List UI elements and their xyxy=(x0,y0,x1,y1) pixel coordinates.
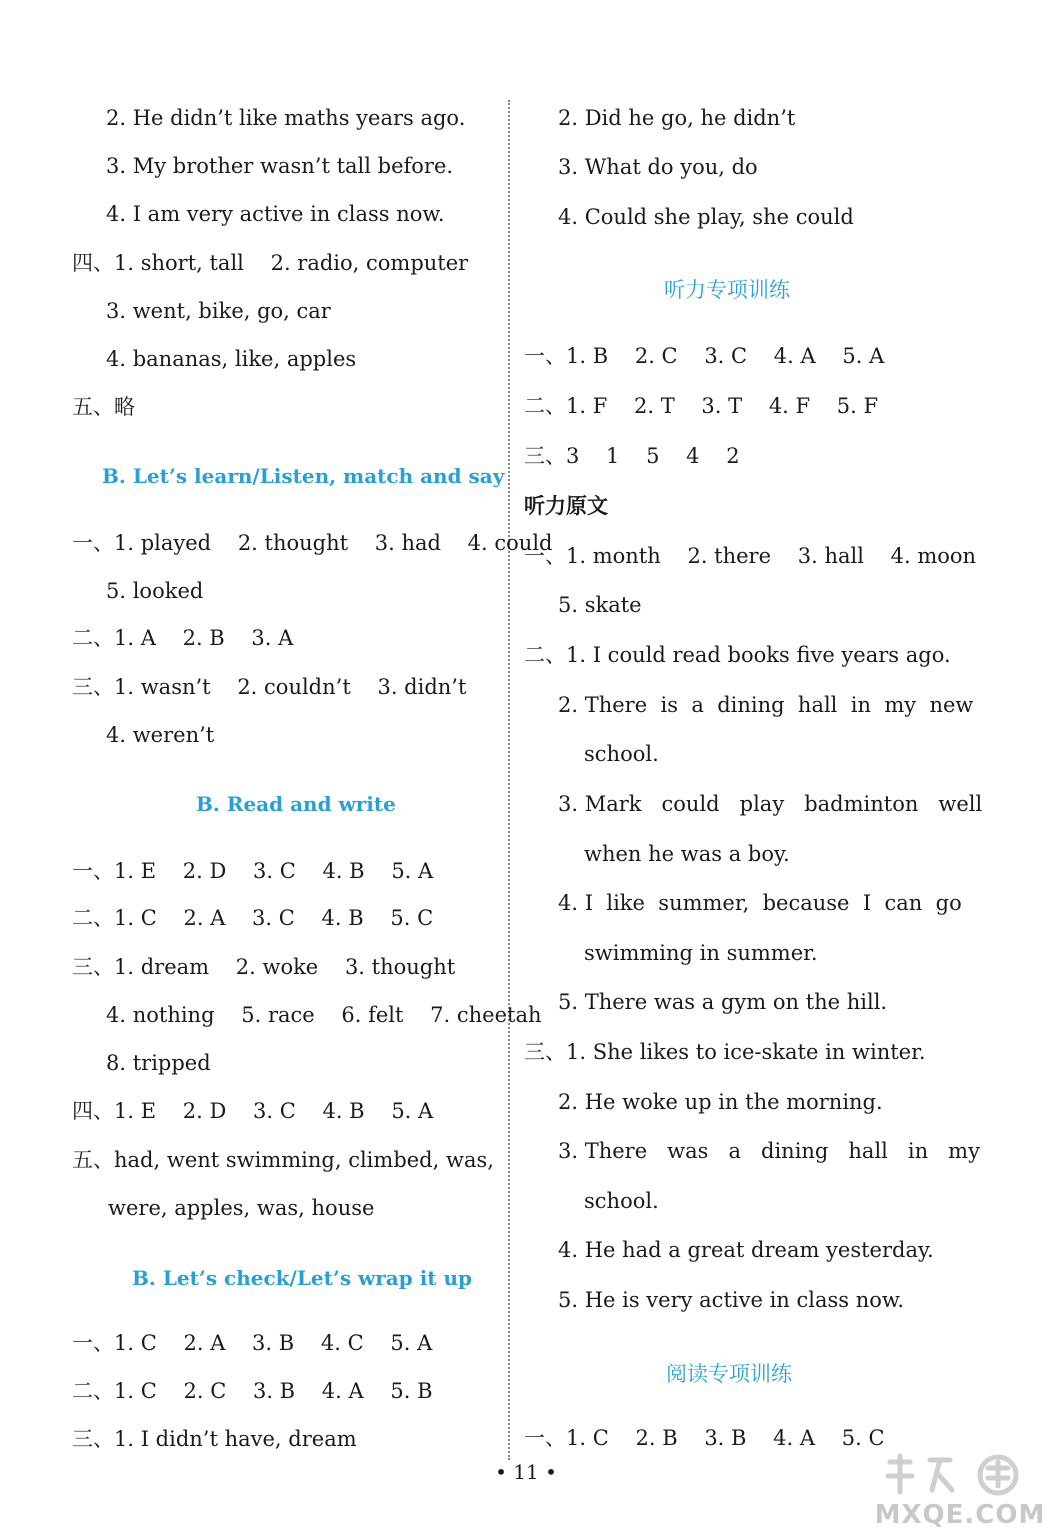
answer-line: 2. He woke up in the morning. xyxy=(558,1090,883,1114)
section-heading-b-read: B. Read and write xyxy=(196,792,396,816)
answer-line: 2. He didn’t like maths years ago. xyxy=(106,106,466,130)
section-heading-reading: 阅读专项训练 xyxy=(666,1362,792,1386)
answer-line: 三、1. wasn’t 2. couldn’t 3. didn’t xyxy=(72,675,467,699)
answer-line: 二、1. C 2. C 3. B 4. A 5. B xyxy=(72,1379,433,1403)
answer-line: 4. I like summer, because I can go xyxy=(558,891,962,915)
answer-line: 三、1. dream 2. woke 3. thought xyxy=(72,955,456,979)
answer-line: 5. skate xyxy=(558,593,642,617)
answer-line: 3. My brother wasn’t tall before. xyxy=(106,154,454,178)
page-number: • 11 • xyxy=(495,1460,557,1484)
answer-line: 5. He is very active in class now. xyxy=(558,1288,905,1312)
answer-line: 五、略 xyxy=(72,395,135,419)
answer-line: 4. Could she play, she could xyxy=(558,205,854,229)
answer-line: 3. Mark could play badminton well xyxy=(558,792,983,816)
answer-line: 3. What do you, do xyxy=(558,155,758,179)
section-heading-listening: 听力专项训练 xyxy=(664,278,790,302)
answer-line: 三、3 1 5 4 2 xyxy=(524,444,740,468)
answer-line: 一、1. C 2. B 3. B 4. A 5. C xyxy=(524,1426,885,1450)
answer-line: when he was a boy. xyxy=(584,842,790,866)
answer-line: 4. I am very active in class now. xyxy=(106,202,445,226)
answer-line: school. xyxy=(584,1189,659,1213)
answer-line: 一、1. played 2. thought 3. had 4. could xyxy=(72,531,553,555)
answer-line: 二、1. A 2. B 3. A xyxy=(72,626,294,650)
watermark-text: MXQE.COM xyxy=(874,1500,1046,1530)
answer-line: 三、1. I didn’t have, dream xyxy=(72,1427,357,1451)
answer-line: 4. weren’t xyxy=(106,723,215,747)
answer-line: 5. looked xyxy=(106,579,204,603)
answer-line: 4. He had a great dream yesterday. xyxy=(558,1238,934,1262)
answer-line: 一、1. month 2. there 3. hall 4. moon xyxy=(524,544,977,568)
answer-line: 2. There is a dining hall in my new xyxy=(558,693,974,717)
answer-line: 2. Did he go, he didn’t xyxy=(558,106,796,130)
answer-line: 四、1. short, tall 2. radio, computer xyxy=(72,251,469,275)
section-heading-b-learn: B. Let’s learn/Listen, match and say xyxy=(102,464,505,488)
answer-line: 四、1. E 2. D 3. C 4. B 5. A xyxy=(72,1099,434,1123)
answer-line: 一、1. B 2. C 3. C 4. A 5. A xyxy=(524,344,885,368)
answer-line: 3. There was a dining hall in my xyxy=(558,1139,980,1163)
answer-line: 二、1. C 2. A 3. C 4. B 5. C xyxy=(72,906,434,930)
section-heading-b-check: B. Let’s check/Let’s wrap it up xyxy=(132,1266,473,1290)
answer-line: swimming in summer. xyxy=(584,941,818,965)
answer-line: 三、1. She likes to ice-skate in winter. xyxy=(524,1040,926,1064)
answer-line: were, apples, was, house xyxy=(108,1196,375,1220)
answer-line: 二、1. F 2. T 3. T 4. F 5. F xyxy=(524,394,879,418)
answer-line: 一、1. E 2. D 3. C 4. B 5. A xyxy=(72,859,434,883)
answer-line: 一、1. C 2. A 3. B 4. C 5. A xyxy=(72,1331,433,1355)
answer-line: 五、had, went swimming, climbed, was, xyxy=(72,1148,494,1172)
column-divider xyxy=(508,100,510,1460)
answer-line: 3. went, bike, go, car xyxy=(106,299,331,323)
answer-line: 5. There was a gym on the hill. xyxy=(558,990,888,1014)
section-heading-script: 听力原文 xyxy=(524,493,608,518)
answer-line: 4. nothing 5. race 6. felt 7. cheetah xyxy=(106,1003,542,1027)
answer-line: 8. tripped xyxy=(106,1051,211,1075)
answer-line: 4. bananas, like, apples xyxy=(106,347,357,371)
answer-line: school. xyxy=(584,742,659,766)
answer-line: 二、1. I could read books five years ago. xyxy=(524,643,951,667)
